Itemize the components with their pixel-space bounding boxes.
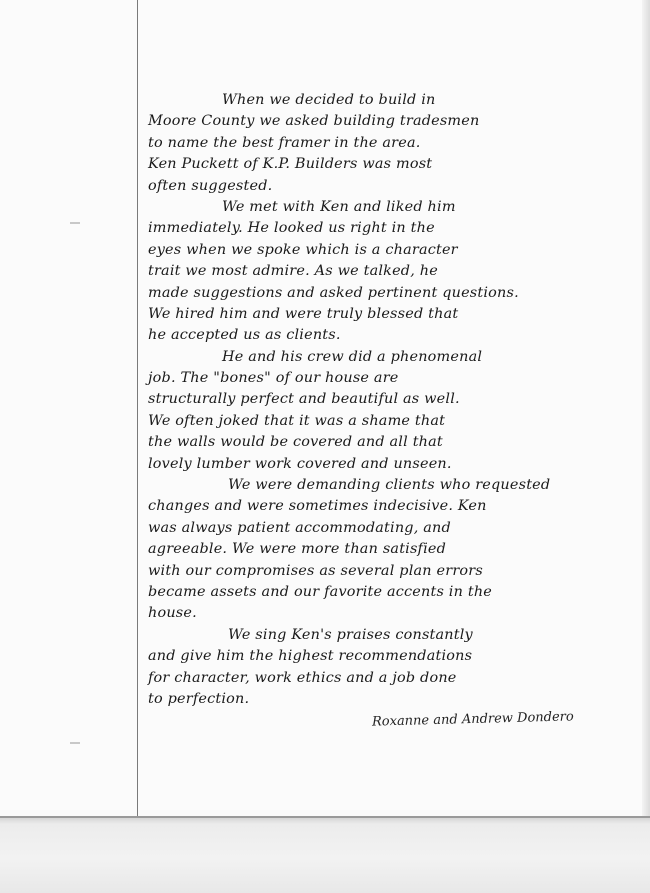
letter-line: and give him the highest recommendations xyxy=(148,648,473,665)
letter-line: to perfection. xyxy=(148,690,250,707)
scan-mark xyxy=(70,742,80,744)
signature: Roxanne and Andrew Dondero xyxy=(371,709,574,730)
scan-mark xyxy=(70,222,80,224)
letter-line: changes and were sometimes indecisive. Ken xyxy=(148,498,487,515)
scan-shadow xyxy=(0,818,650,893)
margin-line xyxy=(137,0,138,820)
letter-line: We were demanding clients who requested xyxy=(228,477,551,494)
letter-line: We often joked that it was a shame that xyxy=(148,412,446,429)
letter-line: with our compromises as several plan errors xyxy=(148,562,483,579)
letter-line: to name the best framer in the area. xyxy=(148,134,421,151)
letter-line: trait we most admire. As we talked, he xyxy=(148,263,438,280)
letter-line: We hired him and were truly blessed that xyxy=(148,305,459,322)
letter-line: house. xyxy=(148,605,197,622)
letter-line: Moore County we asked building tradesmen xyxy=(148,113,480,130)
letter-line: he accepted us as clients. xyxy=(148,327,341,344)
letter-line: agreeable. We were more than satisfied xyxy=(148,541,447,558)
letter-line: Ken Puckett of K.P. Builders was most xyxy=(148,156,433,173)
letter-line: was always patient accommodating, and xyxy=(148,519,451,536)
letter-line: We met with Ken and liked him xyxy=(222,198,456,215)
letter-line: became assets and our favorite accents in the xyxy=(148,583,493,600)
letter-line: the walls would be covered and all that xyxy=(148,434,443,451)
letter-line: for character, work ethics and a job done xyxy=(148,669,457,686)
letter-line: When we decided to build in xyxy=(222,92,436,108)
letter-line: structurally perfect and beautiful as well. xyxy=(148,391,460,408)
letter-line: He and his crew did a phenomenal xyxy=(222,348,483,365)
handwritten-letter-body xyxy=(148,90,643,710)
letter-line: job. The "bones" of our house are xyxy=(148,370,399,387)
letter-line: lovely lumber work covered and unseen. xyxy=(148,455,452,472)
page-edge xyxy=(642,0,650,820)
letter-line: eyes when we spoke which is a character xyxy=(148,241,458,258)
letter-line: often suggested. xyxy=(148,177,273,194)
letter-line: We sing Ken's praises constantly xyxy=(228,626,473,643)
letter-line: immediately. He looked us right in the xyxy=(148,220,435,237)
letter-line: made suggestions and asked pertinent questions. xyxy=(148,284,519,301)
